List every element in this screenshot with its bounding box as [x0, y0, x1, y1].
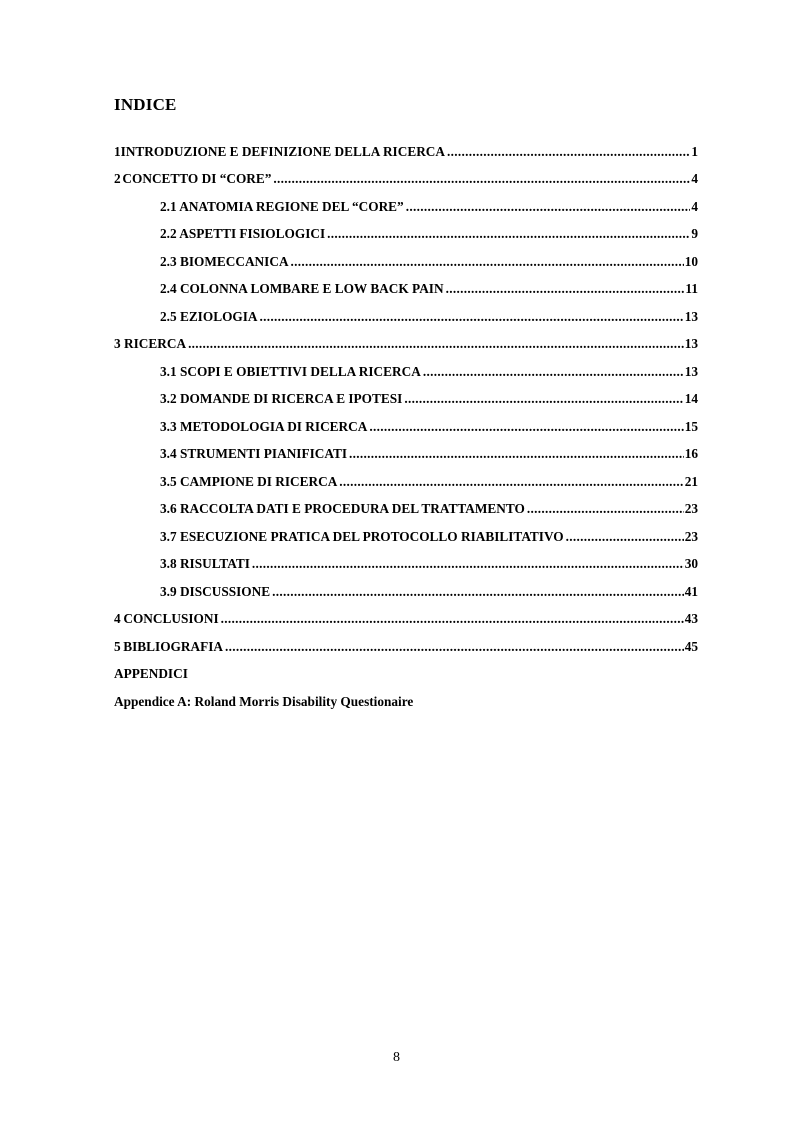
toc-entry-label: 3.8 RISULTATI: [160, 556, 250, 572]
toc-entry-5[interactable]: [114, 633, 698, 661]
toc-leader-dots: [406, 199, 691, 215]
toc-entry-label: 3.1 SCOPI E OBIETTIVI DELLA RICERCA: [160, 363, 421, 379]
toc-entry-3[interactable]: [114, 331, 698, 359]
toc-entry-label: 3.7 ESECUZIONE PRATICA DEL PROTOCOLLO RIABILITATIVO: [160, 528, 564, 544]
toc-entry-3-3[interactable]: [114, 413, 698, 441]
toc-leader-dots: [349, 446, 684, 462]
toc-leader-dots: [447, 144, 690, 160]
toc-entry-number: 2: [114, 171, 121, 187]
toc-entry-page: 4: [691, 171, 698, 187]
toc-entry-page: 11: [685, 281, 698, 297]
appendix-heading: APPENDICI: [114, 666, 188, 682]
toc-leader-dots: [327, 226, 690, 242]
toc-entry-label: CONCLUSIONI: [123, 611, 219, 627]
toc-entry-1[interactable]: [114, 138, 698, 166]
toc-leader-dots: [225, 639, 684, 655]
toc-leader-dots: [272, 584, 684, 600]
toc-entry-page: 16: [684, 446, 698, 462]
toc-entry-2-4[interactable]: [114, 276, 698, 304]
toc-leader-dots: [188, 336, 684, 352]
toc-entry-2-2[interactable]: [114, 221, 698, 249]
toc-entry-3-5[interactable]: [114, 468, 698, 496]
table-of-contents: [114, 138, 698, 716]
toc-entry-page: 4: [691, 198, 698, 214]
toc-entry-number: 5: [114, 638, 121, 654]
toc-entry-page: 23: [684, 501, 698, 517]
toc-leader-dots: [260, 309, 684, 325]
toc-entry-label: 3.4 STRUMENTI PIANIFICATI: [160, 446, 348, 462]
toc-leader-dots: [527, 501, 684, 517]
toc-entry-label: BIBLIOGRAFIA: [123, 638, 223, 654]
toc-entry-label: 3.2 DOMANDE DI RICERCA E IPOTESI: [160, 391, 403, 407]
toc-entry-number: 1: [114, 143, 121, 159]
toc-leader-dots: [339, 474, 683, 490]
toc-entry-label: 3.9 DISCUSSIONE: [160, 583, 271, 599]
toc-entry-label: 3.5 CAMPIONE DI RICERCA: [160, 473, 338, 489]
toc-entry-label: 2.3 BIOMECCANICA: [160, 253, 289, 269]
toc-entry-page: 14: [684, 391, 698, 407]
toc-entry-3-6[interactable]: [114, 496, 698, 524]
toc-leader-dots: [252, 556, 684, 572]
toc-entry-2-3[interactable]: [114, 248, 698, 276]
toc-entry-page: 30: [684, 556, 698, 572]
toc-entry-label: CONCETTO DI “CORE”: [122, 171, 272, 187]
toc-entry-page: 41: [684, 583, 698, 599]
toc-entry-page: 13: [684, 336, 698, 352]
toc-entry-3-9[interactable]: [114, 578, 698, 606]
toc-leader-dots: [291, 254, 684, 270]
toc-leader-dots: [446, 281, 685, 297]
toc-leader-dots: [273, 171, 690, 187]
toc-entry-3-4[interactable]: [114, 441, 698, 469]
toc-entry-page: 21: [684, 473, 698, 489]
toc-entry-page: 1: [691, 143, 698, 159]
toc-entry-2-5[interactable]: [114, 303, 698, 331]
toc-entry-page: 45: [684, 638, 698, 654]
toc-entry-label: 2.5 EZIOLOGIA: [160, 308, 258, 324]
toc-entry-2-1[interactable]: [114, 193, 698, 221]
toc-entry-3-2[interactable]: [114, 386, 698, 414]
toc-entry-label: 3.6 RACCOLTA DATI E PROCEDURA DEL TRATTAMENTO: [160, 501, 525, 517]
toc-leader-dots: [404, 391, 683, 407]
toc-entry-label: RICERCA: [124, 336, 187, 352]
toc-entry-page: 43: [684, 611, 698, 627]
page-number: 8: [393, 1050, 400, 1065]
toc-entry-label: 2.2 ASPETTI FISIOLOGICI: [160, 226, 326, 242]
toc-entry-4[interactable]: [114, 606, 698, 634]
toc-leader-dots: [221, 611, 684, 627]
toc-leader-dots: [369, 419, 683, 435]
toc-entry-2[interactable]: [114, 166, 698, 194]
toc-entry-label: 2.4 COLONNA LOMBARE E LOW BACK PAIN: [160, 281, 444, 297]
toc-leader-dots: [423, 364, 684, 380]
page-title: INDICE: [114, 95, 177, 114]
toc-entry-page: 10: [684, 253, 698, 269]
toc-entry-page: 13: [684, 308, 698, 324]
toc-entry-3-1[interactable]: [114, 358, 698, 386]
toc-entry-3-7[interactable]: [114, 523, 698, 551]
toc-entry-page: 23: [684, 528, 698, 544]
toc-entry-number: 3: [114, 336, 121, 352]
toc-entry-page: 13: [684, 363, 698, 379]
toc-entry-number: 4: [114, 611, 121, 627]
toc-entry-page: 15: [684, 418, 698, 434]
toc-entry-label: 2.1 ANATOMIA REGIONE DEL “CORE”: [160, 198, 404, 214]
toc-entry-page: 9: [691, 226, 698, 242]
appendix-item[interactable]: Appendice A: Roland Morris Disability Questionaire: [114, 693, 414, 709]
toc-entry-label: 3.3 METODOLOGIA DI RICERCA: [160, 418, 368, 434]
toc-entry-3-8[interactable]: [114, 551, 698, 579]
toc-leader-dots: [566, 529, 684, 545]
toc-entry-label: INTRODUZIONE E DEFINIZIONE DELLA RICERCA: [120, 143, 446, 159]
